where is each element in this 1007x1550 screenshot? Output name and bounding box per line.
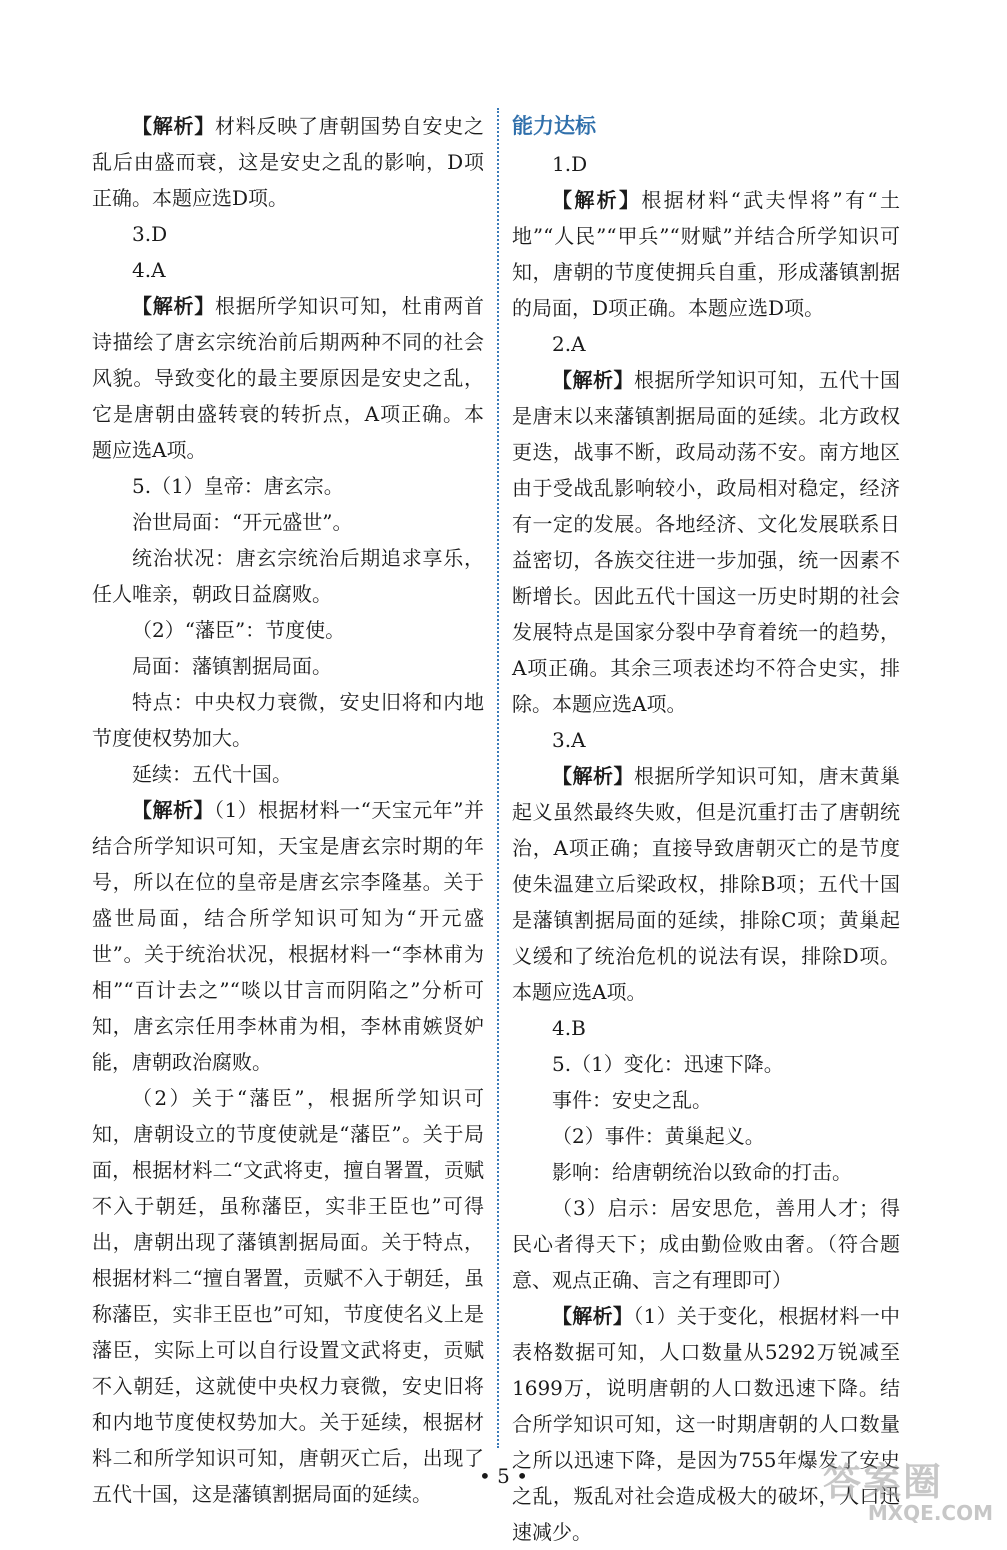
analysis-label: 【解析】	[552, 1304, 634, 1328]
analysis-label: 【解析】	[552, 368, 634, 392]
paragraph-text: 3.D	[132, 222, 168, 246]
analysis-label: 【解析】	[552, 188, 642, 212]
paragraph	[512, 146, 900, 182]
paragraph	[92, 684, 484, 756]
paragraph-text: （1）根据材料一“天宝元年”并结合所学知识可知，天宝是唐玄宗时期的年号，所以在位的皇帝是唐玄宗李隆基。关于盛世局面，结合所学知识可知为“开元盛世”。关于统治状况，根据材料一“李林甫为相”“百计去之”“啖以甘言而阴陷之”分析可知，唐玄宗任用李林甫为相，李林甫嫉贤妒能，唐朝政治腐败。	[92, 798, 484, 1074]
paragraph	[92, 756, 484, 792]
paragraph-text: （2）“藩臣”：节度使。	[132, 618, 346, 642]
paragraph	[92, 504, 484, 540]
watermark-logo	[823, 1459, 993, 1526]
paragraph	[512, 182, 900, 326]
column-divider	[497, 108, 499, 1448]
paragraph	[512, 1082, 900, 1118]
left-column	[92, 108, 484, 1512]
paragraph	[92, 648, 484, 684]
page-number: • 5 •	[478, 1464, 529, 1488]
paragraph	[92, 1080, 484, 1512]
paragraph-text: 4.A	[132, 258, 166, 282]
paragraph	[92, 108, 484, 216]
paragraph-text: 5.（1）皇帝：唐玄宗。	[132, 474, 344, 498]
paragraph-text: （2）事件：黄巢起义。	[552, 1124, 765, 1148]
paragraph-text: 2.A	[552, 332, 586, 356]
watermark-logo-text: 答案圈	[823, 1459, 944, 1504]
right-column	[512, 108, 900, 1550]
paragraph-text: 根据所学知识可知，杜甫两首诗描绘了唐玄宗统治前后期两种不同的社会风貌。导致变化的最主要原因是安史之乱，它是唐朝由盛转衰的转折点，A项正确。本题应选A项。	[92, 294, 484, 462]
paragraph-text: 影响：给唐朝统治以致命的打击。	[552, 1160, 852, 1184]
paragraph-text: 4.B	[552, 1016, 586, 1040]
paragraph-text: 治世局面：“开元盛世”。	[132, 510, 353, 534]
paragraph-text: 事件：安史之乱。	[552, 1088, 712, 1112]
analysis-label: 【解析】	[552, 764, 634, 788]
paragraph-text: 根据材料“武夫悍将”有“土地”“人民”“甲兵”“财赋”并结合所学知识可知，唐朝的节度使拥兵自重，形成藩镇割据的局面，D项正确。本题应选D项。	[512, 188, 900, 320]
paragraph-text: 局面：藩镇割据局面。	[132, 654, 332, 678]
paragraph-text: （2）关于“藩臣”，根据所学知识可知，唐朝设立的节度使就是“藩臣”。关于局面，根据材料二“文武将吏，擅自署置，贡赋不入于朝廷，虽称藩臣，实非王臣也”可得出，唐朝出现了藩镇割据局面。关于特点，根据材料二“擅自署置，贡赋不入于朝廷，虽称藩臣，实非王臣也”可知，节度使名义上是藩臣，实际上可以自行设置文武将吏，贡赋不入朝廷，这就使中央权力衰微，安史旧将和内地节度使权势加大。关于延续，根据材料二和所学知识可知，唐朝灭亡后，出现了五代十国，这是藩镇割据局面的延续。	[92, 1086, 484, 1506]
paragraph-text: （1）关于变化，根据材料一中表格数据可知，人口数量从5292万锐减至1699万，说明唐朝的人口数迅速下降。结合所学知识可知，这一时期唐朝的人口数量之所以迅速下降，是因为755年爆发了安史之乱，叛乱对社会造成极大的破坏，人口迅速减少。	[512, 1304, 901, 1544]
paragraph	[512, 1118, 900, 1154]
paragraph-text: 3.A	[552, 728, 586, 752]
paragraph	[92, 792, 484, 1080]
paragraph-text: 根据所学知识可知，唐末黄巢起义虽然最终失败，但是沉重打击了唐朝统治，A项正确；直接导致唐朝灭亡的是节度使朱温建立后梁政权，排除B项；五代十国是藩镇割据局面的延续，排除C项；黄巢起义缓和了统治危机的说法有误，排除D项。本题应选A项。	[512, 764, 900, 1004]
paragraph-text: 5.（1）变化：迅速下降。	[552, 1052, 784, 1076]
paragraph	[512, 1046, 900, 1082]
paragraph-text: 根据所学知识可知，五代十国是唐末以来藩镇割据局面的延续。北方政权更迭，战事不断，政局动荡不安。南方地区由于受战乱影响较小，政局相对稳定，经济有一定的发展。各地经济、文化发展联系日益密切，各族交往进一步加强，统一因素不断增长。因此五代十国这一历史时期的社会发展特点是国家分裂中孕育着统一的趋势，A项正确。其余三项表述均不符合史实，排除。本题应选A项。	[512, 368, 900, 716]
section-heading: 能力达标	[512, 113, 596, 138]
paragraph	[512, 362, 900, 722]
paragraph-text: 统治状况：唐玄宗统治后期追求享乐，任人唯亲，朝政日益腐败。	[92, 546, 484, 606]
paragraph-text: 特点：中央权力衰微，安史旧将和内地节度使权势加大。	[92, 690, 484, 750]
paragraph	[92, 468, 484, 504]
analysis-label: 【解析】	[132, 114, 215, 138]
paragraph	[512, 1154, 900, 1190]
paragraph-text: 延续：五代十国。	[132, 762, 292, 786]
paragraph-text: 1.D	[552, 152, 588, 176]
analysis-label: 【解析】	[132, 294, 215, 318]
paragraph	[512, 1190, 900, 1298]
paragraph	[512, 1010, 900, 1046]
paragraph-text: （3）启示：居安思危，善用人才；得民心者得天下；成由勤俭败由奢。（符合题意、观点正确、言之有理即可）	[512, 1196, 900, 1292]
paragraph	[92, 612, 484, 648]
paragraph-text: 材料反映了唐朝国势自安史之乱后由盛而衰，这是安史之乱的影响，D项正确。本题应选D项。	[92, 114, 484, 210]
paragraph	[512, 722, 900, 758]
paragraph	[92, 216, 484, 252]
paragraph	[92, 288, 484, 468]
paragraph	[512, 326, 900, 362]
analysis-label: 【解析】	[132, 798, 214, 822]
paragraph	[92, 540, 484, 612]
paragraph	[512, 758, 900, 1010]
paragraph	[92, 252, 484, 288]
watermark-logo-url: MXQE.COM	[867, 1501, 993, 1525]
